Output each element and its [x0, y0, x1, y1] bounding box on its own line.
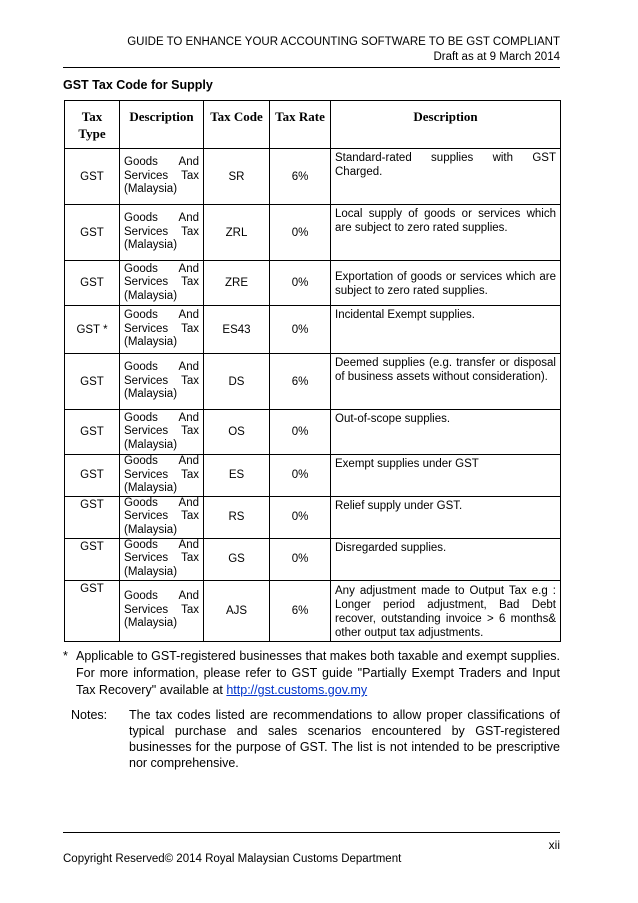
tax-type-cell: GST	[65, 205, 120, 261]
document-header-title: GUIDE TO ENHANCE YOUR ACCOUNTING SOFTWARE TO BE GST COMPLIANT	[127, 36, 560, 48]
description-cell: Goods And Services Tax (Malaysia)	[120, 496, 204, 538]
table-row	[65, 205, 561, 261]
table-row	[65, 306, 561, 354]
long-description-cell: Incidental Exempt supplies.	[331, 306, 561, 354]
customs-website-link[interactable]: http://gst.customs.gov.my	[226, 683, 368, 697]
col-header-long-description: Description	[331, 101, 561, 149]
tax-code-cell: OS	[204, 410, 270, 455]
tax-code-cell: SR	[204, 149, 270, 205]
tax-rate-cell: 0%	[270, 455, 331, 497]
tax-code-cell: AJS	[204, 580, 270, 641]
table-row	[65, 149, 561, 205]
tax-type-cell: GST	[65, 410, 120, 455]
tax-type-cell: GST	[65, 261, 120, 306]
footnote-text: Applicable to GST-registered businesses that makes both taxable and exempt supplies. For more information, please refer to GST guide "Partially Exempt Traders and Input Tax Recovery" available at	[76, 649, 560, 697]
col-header-tax-code: Tax Code	[204, 101, 270, 149]
tax-code-cell: RS	[204, 496, 270, 538]
tax-code-cell: ES43	[204, 306, 270, 354]
notes	[71, 707, 560, 771]
long-description-cell: Out-of-scope supplies.	[331, 410, 561, 455]
description-cell: Goods And Services Tax (Malaysia)	[120, 455, 204, 497]
footnote	[63, 648, 560, 699]
long-description-cell: Any adjustment made to Output Tax e.g : Longer period adjustment, Bad Debt recover, outstanding invoice > 6 months& other output tax adjustments.	[331, 580, 561, 641]
notes-label: Notes:	[71, 708, 108, 722]
page-number: xii	[548, 838, 560, 852]
tax-code-cell: DS	[204, 354, 270, 410]
tax-rate-cell: 0%	[270, 496, 331, 538]
footnote-marker: *	[63, 649, 68, 663]
header-divider	[63, 67, 560, 68]
footer-divider	[63, 832, 560, 833]
description-cell: Goods And Services Tax (Malaysia)	[120, 149, 204, 205]
tax-rate-cell: 6%	[270, 149, 331, 205]
tax-rate-cell: 0%	[270, 205, 331, 261]
copyright-notice: Copyright Reserved© 2014 Royal Malaysian Customs Department	[63, 853, 402, 865]
tax-rate-cell: 0%	[270, 261, 331, 306]
table-row	[65, 496, 561, 538]
description-cell: Goods And Services Tax (Malaysia)	[120, 306, 204, 354]
tax-type-cell: GST	[65, 455, 120, 497]
table-row	[65, 580, 561, 641]
description-cell: Goods And Services Tax (Malaysia)	[120, 354, 204, 410]
long-description-cell: Standard-rated supplies with GST Charged.	[331, 149, 561, 205]
table-row	[65, 261, 561, 306]
tax-rate-cell: 0%	[270, 410, 331, 455]
table-header-row	[65, 101, 561, 149]
table-row	[65, 455, 561, 497]
table-row	[65, 354, 561, 410]
gst-tax-code-table	[64, 100, 561, 642]
description-cell: Goods And Services Tax (Malaysia)	[120, 580, 204, 641]
tax-type-cell: GST *	[65, 306, 120, 354]
tax-rate-cell: 6%	[270, 580, 331, 641]
tax-code-cell: ES	[204, 455, 270, 497]
tax-code-cell: ZRE	[204, 261, 270, 306]
description-cell: Goods And Services Tax (Malaysia)	[120, 261, 204, 306]
long-description-cell: Exempt supplies under GST	[331, 455, 561, 497]
description-cell: Goods And Services Tax (Malaysia)	[120, 538, 204, 580]
long-description-cell: Relief supply under GST.	[331, 496, 561, 538]
long-description-cell: Deemed supplies (e.g. transfer or disposal of business assets without consideration).	[331, 354, 561, 410]
col-header-description: Description	[120, 101, 204, 149]
section-title: GST Tax Code for Supply	[63, 78, 213, 92]
tax-type-cell: GST	[65, 538, 120, 580]
description-cell: Goods And Services Tax (Malaysia)	[120, 410, 204, 455]
tax-type-cell: GST	[65, 496, 120, 538]
notes-text: The tax codes listed are recommendations to allow proper classifications of typical purchase and sales scenarios encountered by GST-registered businesses for the purpose of GST. The list is not intended to be prescriptive nor comprehensive.	[129, 708, 560, 770]
tax-type-cell: GST	[65, 580, 120, 641]
long-description-cell: Local supply of goods or services which are subject to zero rated supplies.	[331, 205, 561, 261]
tax-code-cell: GS	[204, 538, 270, 580]
table-row	[65, 538, 561, 580]
col-header-tax-type: Tax Type	[65, 101, 120, 149]
draft-date: Draft as at 9 March 2014	[433, 51, 560, 63]
col-header-tax-rate: Tax Rate	[270, 101, 331, 149]
tax-rate-cell: 0%	[270, 306, 331, 354]
long-description-cell: Disregarded supplies.	[331, 538, 561, 580]
description-cell: Goods And Services Tax (Malaysia)	[120, 205, 204, 261]
tax-rate-cell: 0%	[270, 538, 331, 580]
tax-code-cell: ZRL	[204, 205, 270, 261]
footnote-body	[76, 648, 560, 699]
long-description-cell: Exportation of goods or services which are subject to zero rated supplies.	[331, 261, 561, 306]
tax-rate-cell: 6%	[270, 354, 331, 410]
tax-type-cell: GST	[65, 354, 120, 410]
tax-type-cell: GST	[65, 149, 120, 205]
table-row	[65, 410, 561, 455]
